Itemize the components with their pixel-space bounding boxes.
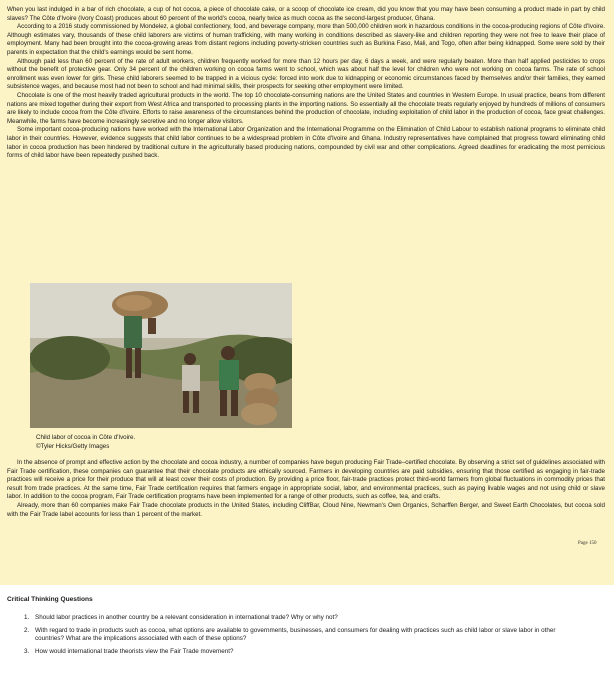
question-text: With regard to trade in products such as cocoa, what options are available to governments, businesses, and consumers for dealing with practices such as child labor or slave labor in other countries? What are the implications associated with each of these options? xyxy=(35,626,556,643)
figure-caption xyxy=(36,433,135,451)
question-item xyxy=(24,627,584,644)
question-number: 3. xyxy=(24,647,30,655)
question-text: How would international trade theorists view the Fair Trade movement? xyxy=(35,647,234,655)
question-number: 2. xyxy=(24,626,30,634)
article-paragraph: Some important cocoa-producing nations have worked with the International Labor Organization and the International Programme on the Elimination of Child Labour to establish national programs to eliminate child labor in their countries. However, evidence suggests that child labor continues to be a widespread problem in Côte d'Ivoire and Ghana. Industry representatives have complained that progress toward eliminating child labor in cocoa production has been hindered by traditional culture in the agriculturally based producing nations, compounded by civil war and other complications. Agreed deadlines for eradicating the most pernicious forms of child labor have been repeatedly pushed back. xyxy=(7,126,605,160)
article-paragraph: Already, more than 60 companies make Fair Trade chocolate products in the United States, including CliffBar, Cloud Nine, Newman's Own Organics, Scharffen Berger, and Sweet Earth Chocolates, but cocoa sold with the Fair Trade label accounts for less than 1 percent of the market. xyxy=(7,501,605,518)
question-item xyxy=(24,648,584,657)
caption-text: Child labor of cocoa in Côte d'Ivoire. xyxy=(36,434,136,441)
critical-thinking-heading: Critical Thinking Questions xyxy=(7,596,93,603)
article-paragraph: When you last indulged in a bar of rich chocolate, a cup of hot cocoa, a piece of chocolate cake, or a scoop of chocolate ice cream, did you know that you may have been consuming a product made in part by child slaves? The Côte d'Ivoire (Ivory Coast) produces about 60 percent of the world's cocoa, nearly twice as much cocoa as the second-largest producer, Ghana. xyxy=(7,6,605,22)
article-paragraph: Chocolate is one of the most heavily traded agricultural products in the world. The top 10 chocolate-consuming nations are the United States and countries in Western Europe. In usual practice, beans from different nations are mixed together during their export from West Africa and transported to processing plants in the importing nations. So essentially all the chocolate treats regularly enjoyed by hundreds of millions of consumers are likely to include cocoa from the Côte d'Ivoire. Efforts to raise awareness of the circumstances behind the production of chocolate, including exploitation of child labor in the production of cocoa, face great challenges. Meanwhile, the farms have become increasingly secretive and no longer allow visitors. xyxy=(7,91,605,125)
article-paragraph: According to a 2016 study commissioned by Mondelez, a global confectionery, food, and beverage company, more than 500,000 children work in hazardous conditions in the cocoa-producing regions of Côte d'Ivoire. Although estimates vary, thousands of these child laborers are victims of human trafficking, with many working in conditions described as slavery-like and children reporting they were not free to leave their place of employment. Many had been brought into the cocoa-growing areas from distant regions including poverty-stricken countries such as Burkina Faso, Mali, and Togo, often after being kidnapped. Some were sold by their parents in expectation that the child's earnings would be sent home. xyxy=(7,23,605,56)
page-number-tag: Page 150 xyxy=(578,541,597,546)
critical-thinking-questions xyxy=(24,614,584,660)
cocoa-child-labor-photo xyxy=(30,283,292,428)
question-text: Should labor practices in another country be a relevant consideration in international trade? Why or why not? xyxy=(35,614,338,621)
photo-credit: ©Tyler Hicks/Getty Images xyxy=(36,443,110,450)
case-article xyxy=(7,6,605,161)
question-number: 1. xyxy=(24,614,30,621)
fair-trade-section xyxy=(7,459,605,519)
article-paragraph: Although paid less than 60 percent of the rate of adult workers, children frequently worked for more than 12 hours per day, 6 days a week, and were regularly beaten. More than half applied pesticides to crops without the benefit of protective gear. Only 34 percent of the children working on cocoa farms went to school, which was about half the level for children who were not working on cocoa farms. The rate of school enrollment was even lower for girls. These child laborers seemed to be trapped in a vicious cycle: forced into work due to kidnapping or economic circumstances faced by themselves and/or their families, they earned subsistence wages, and because most had not been to school and had minimal skills, their prospects for seeking other employment were limited. xyxy=(7,57,605,91)
article-paragraph: In the absence of prompt and effective action by the chocolate and cocoa industry, a number of companies have begun producing Fair Trade–certified chocolate. By observing a strict set of guidelines associated with Fair Trade certification, these companies can guarantee that their chocolate products are ethically sourced. Farmers in developing countries are paid subsidies, ensuring that those certified as engaging in fair-trade practices will receive a price for their produce that will at least cover their costs of production. By providing a price floor, fair-trade practices protect third-world farmers from global fluctuations in commodity prices that result from trade practices. At the same time, Fair Trade certification requires that farmers engage in appropriate social, labor, and environmental practices, such as paying livable wages and not using child or slave labor. In addition to the cocoa program, Fair Trade certification programs have been implemented for a range of other products, such as coffee, tea, and crafts. xyxy=(7,459,605,501)
question-item xyxy=(24,614,584,623)
